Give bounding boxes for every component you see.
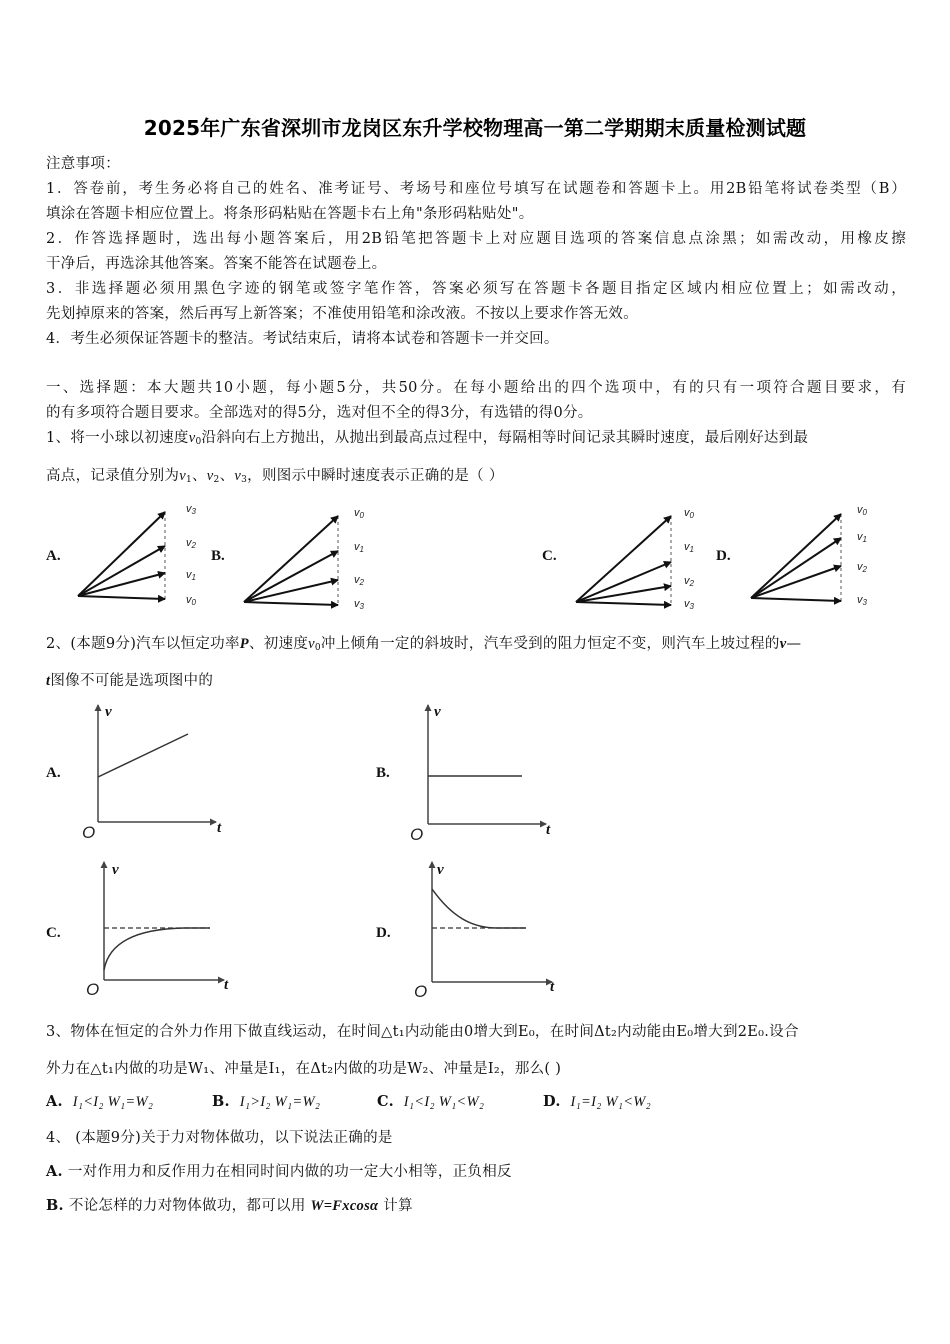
q2-option-a-label[interactable]: A. [46, 765, 61, 781]
svg-text:v3: v3 [354, 598, 364, 611]
notice-line: 4．考生必须保证答题卡的整洁。考试结束后，请将本试卷和答题卡一并交回。 [46, 331, 559, 347]
svg-text:v1: v1 [354, 541, 364, 554]
q3-option-a[interactable]: A. I₁<I₂ W₁=W₂ [46, 1093, 154, 1110]
svg-text:v0: v0 [186, 594, 196, 607]
q1-option-c-label[interactable]: C. [542, 548, 557, 564]
q1-option-d-label[interactable]: D. [716, 548, 731, 564]
q1-figure-a-vector-diagram [70, 498, 210, 610]
question-1-stem: 1、将一小球以初速度$v_0$沿斜向右上方抛出，从抛出到最高点过程中，每隔相等时间记录其瞬时速度，最后刚好达到最 [46, 430, 809, 447]
q2-graph-a-vt [78, 700, 228, 842]
q1-option-a-label[interactable]: A. [46, 548, 61, 564]
notice-line: 填涂在答题卡相应位置上。将条形码粘贴在答题卡右上角"条形码粘贴处"。 [46, 206, 534, 222]
svg-text:v2: v2 [186, 537, 196, 550]
notice-line: 2．作答选择题时，选出每小题答案后，用2B铅笔把答题卡上对应题目选项的答案信息点涂黑；如需改动，用橡皮擦 [46, 231, 906, 247]
question-2-stem: 2、(本题9分)汽车以恒定功率P、初速度$v_0$冲上倾角一定的斜坡时，汽车受到的阻力恒定不变，则汽车上坡过程的v— [46, 636, 802, 653]
svg-text:v: v [105, 704, 112, 720]
svg-text:v0: v0 [857, 504, 867, 517]
svg-text:O: O [410, 825, 424, 842]
svg-text:v3: v3 [857, 594, 867, 607]
svg-text:v3: v3 [684, 598, 694, 611]
svg-text:O: O [82, 823, 96, 842]
q4-option-a[interactable]: A. 一对作用力和反作用力在相同时间内做的功一定大小相等，正负相反 [46, 1163, 512, 1180]
svg-text:O: O [86, 980, 100, 999]
svg-text:v1: v1 [186, 569, 196, 582]
svg-text:v0: v0 [684, 507, 694, 520]
svg-text:t: t [224, 977, 229, 993]
question-1-stem-cont: 高点，记录值分别为$v_1$、$v_2$、$v_3$，则图示中瞬时速度表示正确的是（ ） [46, 468, 504, 485]
notice-line: 先划掉原来的答案，然后再写上新答案；不准使用铅笔和涂改液。不按以上要求作答无效。 [46, 306, 638, 322]
q2-graph-b-vt [408, 700, 558, 842]
svg-text:v3: v3 [186, 503, 196, 516]
q1-figure-c-vector-diagram [568, 498, 708, 614]
q3-option-d[interactable]: D. I₁=I₂ W₁<W₂ [543, 1093, 652, 1110]
notice-line: 3．非选择题必须用黑色字迹的钢笔或签字笔作答，答案必须写在答题卡各题目指定区域内相应位置上；如需改动， [46, 281, 906, 297]
page-title: 2025年广东省深圳市龙岗区东升学校物理高一第二学期期末质量检测试题 [143, 116, 807, 140]
svg-text:t: t [546, 822, 551, 838]
svg-text:t: t [550, 979, 555, 995]
svg-text:v1: v1 [857, 531, 867, 544]
q3-option-c[interactable]: C. I₁<I₂ W₁<W₂ [377, 1093, 485, 1110]
q2-option-d-label[interactable]: D. [376, 925, 391, 941]
section-instructions: 的有多项符合题目要求。全部选对的得5分，选对但不全的得3分，有选错的得0分。 [46, 405, 593, 421]
q1-option-b-label[interactable]: B. [211, 548, 225, 564]
q2-graph-c-vt [84, 857, 234, 999]
section-instructions: 一、选择题：本大题共10小题，每小题5分，共50分。在每小题给出的四个选项中，有的只有一项符合题目要求，有 [46, 380, 906, 396]
question-4-stem: 4、 (本题9分)关于力对物体做功，以下说法正确的是 [46, 1130, 393, 1146]
svg-text:v2: v2 [684, 575, 694, 588]
question-3-stem: 3、物体在恒定的合外力作用下做直线运动，在时间△t₁内动能由0增大到E₀，在时间Δt₂内动能由E₀增大到2E₀.设合 [46, 1024, 799, 1040]
svg-text:O: O [414, 982, 428, 999]
question-3-stem-cont: 外力在△t₁内做的功是W₁、冲量是I₁，在Δt₂内做的功是W₂、冲量是I₂，那么( ) [46, 1061, 562, 1077]
svg-text:v: v [112, 862, 119, 878]
q4-option-b[interactable]: B. 不论怎样的力对物体做功，都可以用 W=Fxcosα 计算 [46, 1197, 413, 1214]
svg-text:v: v [434, 704, 441, 720]
question-2-stem-cont: t图像不可能是选项图中的 [46, 673, 214, 689]
q2-graph-d-vt [412, 857, 562, 999]
svg-text:v1: v1 [684, 541, 694, 554]
svg-text:v2: v2 [354, 574, 364, 587]
q1-figure-b-vector-diagram [238, 498, 378, 614]
svg-text:v: v [437, 862, 444, 878]
q3-option-b[interactable]: B. I₁>I₂ W₁=W₂ [212, 1093, 321, 1110]
q2-option-b-label[interactable]: B. [376, 765, 390, 781]
notice-line: 干净后，再选涂其他答案。答案不能答在试题卷上。 [46, 256, 387, 272]
q2-option-c-label[interactable]: C. [46, 925, 61, 941]
q1-figure-d-vector-diagram [745, 498, 885, 614]
notice-line: 1．答卷前，考生务必将自己的姓名、准考证号、考场号和座位号填写在试题卷和答题卡上。用2B铅笔将试卷类型（B） [46, 181, 906, 197]
notice-heading: 注意事项： [46, 156, 120, 172]
svg-text:v2: v2 [857, 561, 867, 574]
svg-text:v0: v0 [354, 507, 364, 520]
svg-text:t: t [217, 820, 222, 836]
